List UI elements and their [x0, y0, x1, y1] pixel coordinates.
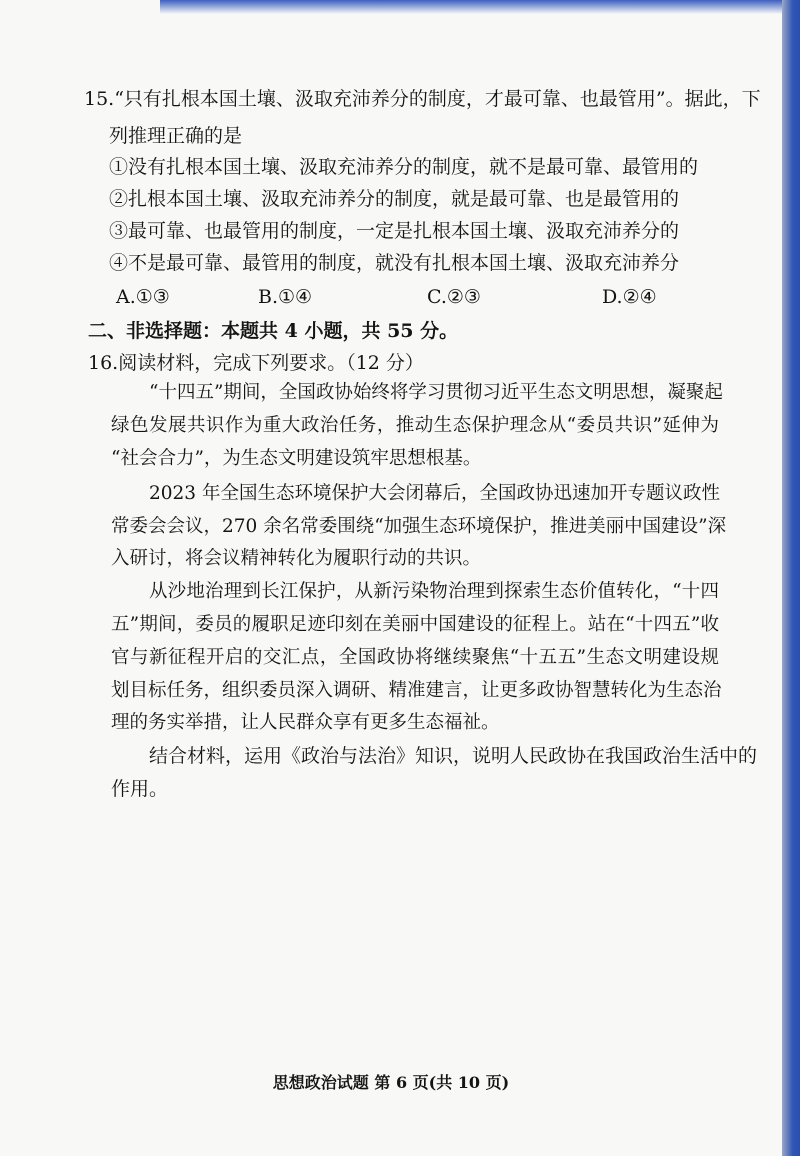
q16-para3-line1: 从沙地治理到长江保护，从新污染物治理到探索生态价值转化，“十四 — [149, 581, 719, 602]
q15-statement-2: ②扎根本国土壤、汲取充沛养分的制度，就是最可靠、也是最管用的 — [109, 188, 680, 210]
q15-statement-4: ④不是最可靠、最管用的制度，就没有扎根本国土壤、汲取充沛养分 — [109, 252, 680, 274]
q16-para2-line3: 入研讨，将会议精神转化为履职行动的共识。 — [111, 548, 482, 569]
q15-option-a: A.①③ — [116, 286, 170, 308]
q15-option-b: B.①④ — [258, 286, 313, 308]
q15-stem-line1: 15.“只有扎根本国土壤、汲取充沛养分的制度，才最可靠、也最管用”。据此，下 — [84, 88, 761, 110]
q16-stem: 16.阅读材料，完成下列要求。（12 分） — [88, 352, 424, 374]
q16-para3-line3: 官与新征程开启的交汇点，全国政协将继续聚焦“十五五”生态文明建设规 — [111, 647, 719, 668]
page-top-shadow — [160, 0, 782, 14]
q16-para2-line1: 2023 年全国生态环境保护大会闭幕后，全国政协迅速加开专题议政性 — [149, 483, 720, 504]
q16-question-line1: 结合材料，运用《政治与法治》知识，说明人民政协在我国政治生活中的 — [149, 745, 758, 767]
q16-para2-line2: 常委会会议，270 余名常委围绕“加强生态环境保护，推进美丽中国建设”深 — [111, 516, 727, 537]
page-footer: 思想政治试题 第 6 页(共 10 页) — [272, 1073, 510, 1092]
q15-option-c: C.②③ — [427, 286, 481, 308]
q16-para3-line2: 五”期间，委员的履职足迹印刻在美丽中国建设的征程上。站在“十四五”收 — [111, 614, 719, 635]
q16-para1-line3: “社会合力”，为生态文明建设筑牢思想根基。 — [111, 448, 482, 469]
q15-option-d: D.②④ — [602, 286, 657, 308]
q15-stem-line2: 列推理正确的是 — [109, 125, 243, 147]
q15-statement-3: ③最可靠、也最管用的制度，一定是扎根本国土壤、汲取充沛养分的 — [109, 220, 680, 242]
section2-heading: 二、非选择题：本题共 4 小题，共 55 分。 — [88, 320, 459, 342]
q16-para3-line5: 理的务实举措，让人民群众享有更多生态福祉。 — [111, 712, 500, 733]
q16-para1-line1: “十四五”期间，全国政协始终将学习贯彻习近平生态文明思想，凝聚起 — [149, 382, 723, 403]
q16-para3-line4: 划目标任务，组织委员深入调研、精准建言，让更多政协智慧转化为生态治 — [111, 680, 722, 701]
q16-para1-line2: 绿色发展共识作为重大政治任务，推动生态保护理念从“委员共识”延伸为 — [111, 415, 719, 436]
page-edge-shadow — [782, 0, 800, 1156]
q16-question-line2: 作用。 — [111, 778, 169, 800]
q15-statement-1: ①没有扎根本国土壤、汲取充沛养分的制度，就不是最可靠、最管用的 — [109, 156, 699, 178]
